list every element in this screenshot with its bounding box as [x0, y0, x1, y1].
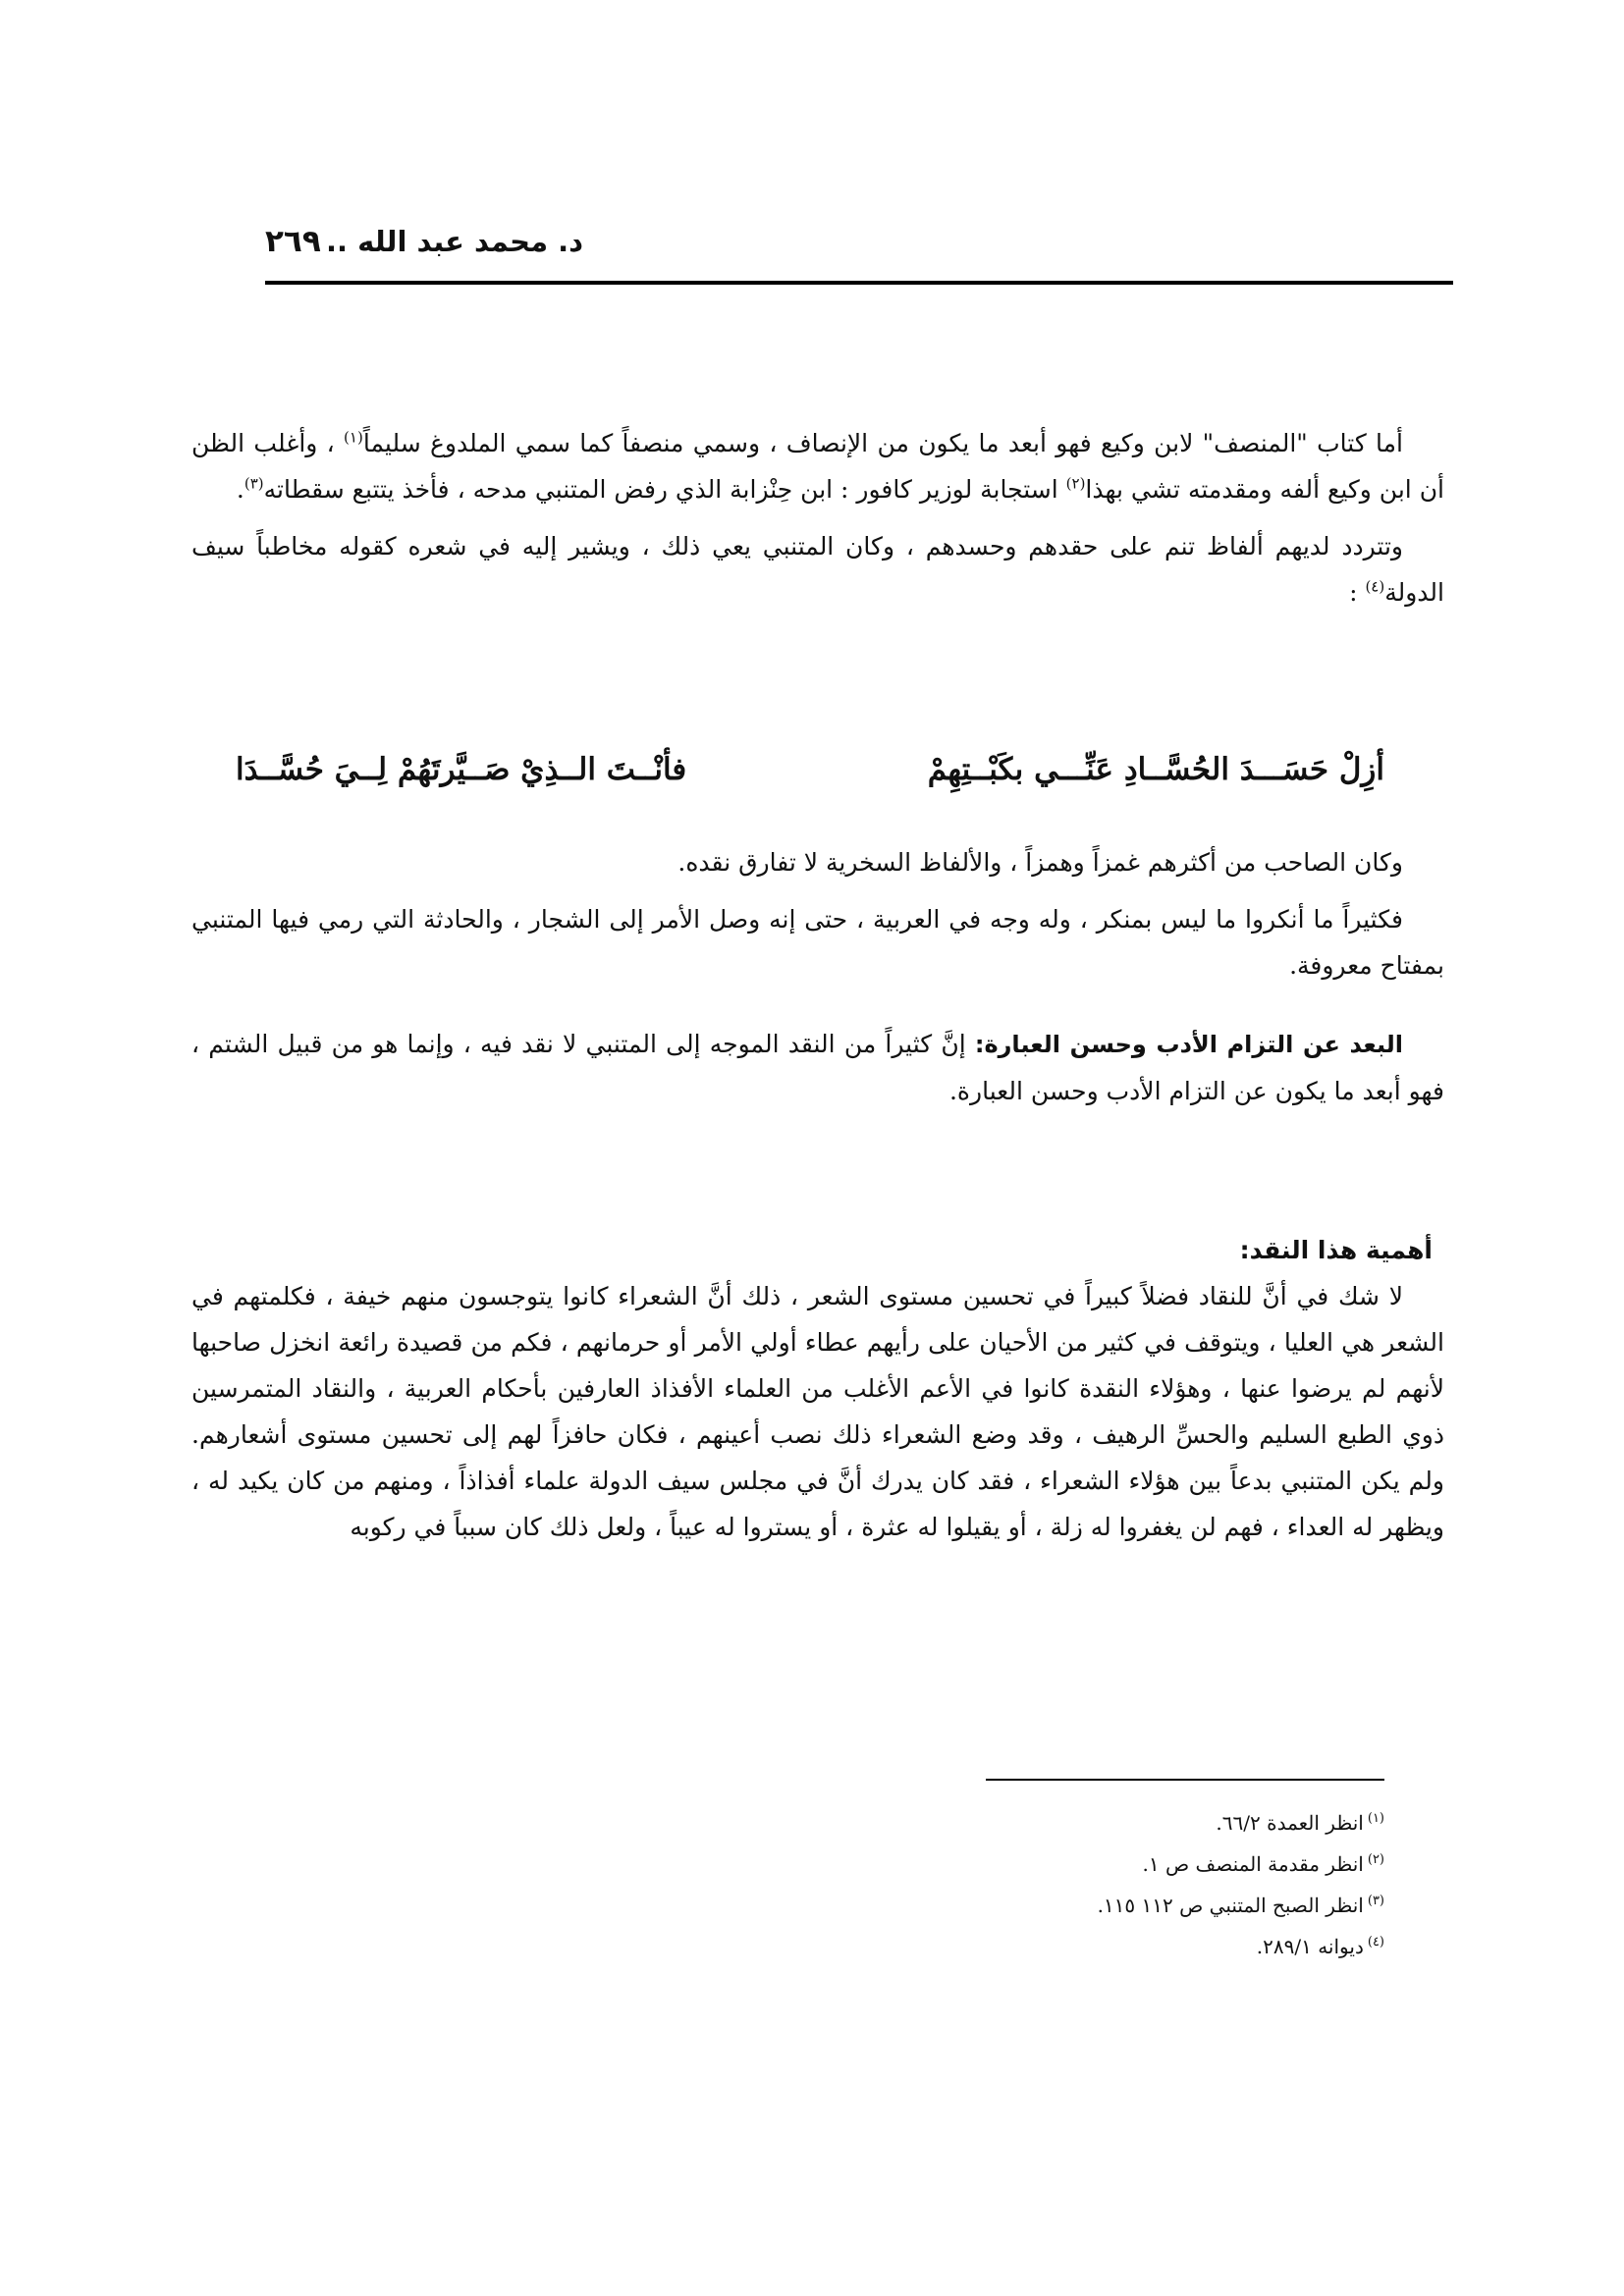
header-rule: [265, 281, 1453, 285]
footnote-ref: (٤): [1365, 577, 1385, 596]
paragraph-text: استجابة لوزير كافور : ابن حِنْزابة الذي رفض المتنبي مدحه ، فأخذ يتتبع سقطاته: [263, 475, 1066, 504]
body-text-section: [191, 1273, 1444, 1550]
footnote-text: انظر مقدمة المنصف ص ١.: [1142, 1852, 1364, 1876]
paragraph-text: ، وأغلب الظن أن ابن وكيع ألفه ومقدمته تشي بهذا: [191, 429, 1444, 504]
footnote-number: (٤): [1367, 1935, 1384, 1950]
footnote-number: (١): [1367, 1811, 1384, 1827]
paragraph-munsif: [191, 420, 1444, 512]
footnote-ref: (٢): [1065, 474, 1086, 493]
footnote-2: [697, 1843, 1384, 1885]
paragraph-text: أما كتاب "المنصف" لابن وكيع فهو أبعد ما يكون من الإنصاف ، وسمي منصفاً كما سمي الملدوغ سليماً: [362, 429, 1403, 457]
footnote-1: [697, 1802, 1384, 1843]
inline-heading: البعد عن التزام الأدب وحسن العبارة:: [974, 1031, 1403, 1058]
footnote-rule: [986, 1779, 1384, 1781]
page-number: ٢٦٩: [265, 224, 321, 259]
paragraph-gap: [191, 512, 1444, 523]
paragraph-manners: [191, 1021, 1444, 1114]
verse-line: [236, 738, 1384, 801]
footnote-3: [697, 1885, 1384, 1926]
paragraph-text: وتتردد لديهم ألفاظ تنم على حقدهم وحسدهم ، وكان المتنبي يعي ذلك ، ويشير إليه في شعره كقوله مخاطباً سيف الدولة: [191, 532, 1444, 607]
paragraph-text: إنَّ كثيراً من النقد الموجه إلى المتنبي لا نقد فيه ، وإنما هو من قبيل الشتم ، فهو أبعد ما يكون عن التزام الأدب وحسن العبارة.: [191, 1030, 1444, 1105]
body-text-manners: [191, 1021, 1444, 1114]
verse-first-hemistich: أزِلْ حَسَـــدَ الحُسَّــادِ عَنِّـــي بكَبْــتِهِمْ: [927, 752, 1384, 787]
paragraph-envy: [191, 523, 1444, 615]
paragraph-gap: [191, 885, 1444, 896]
paragraph-sahib: وكان الصاحب من أكثرهم غمزاً وهمزاً ، والألفاظ السخرية لا تفارق نقده.: [677, 848, 1403, 877]
body-text-top: [191, 420, 1444, 615]
section-heading: أهمية هذا النقد:: [1239, 1236, 1433, 1264]
footnote-number: (٢): [1367, 1852, 1384, 1868]
footnote-text: انظر الصبح المتنبي ص ١١٢ ١١٥.: [1097, 1894, 1364, 1917]
footnote-text: ديوانه ٢٨٩/١.: [1256, 1935, 1364, 1958]
body-text-middle: [191, 839, 1444, 988]
footnote-ref: (١): [344, 428, 363, 447]
paragraph-importance: لا شك في أنَّ للنقاد فضلاً كبيراً في تحسين مستوى الشعر ، ذلك أنَّ الشعراء كانوا يتوجسون منهم خيفة ، فكلمتهم في الشعر هي العليا ، ويتوقف في كثير من الأحيان على رأيهم عطاء أولي الأمر أو حرمانهم ، فكم من قصيدة رائعة انخزل صاحبها لأنهم لم يرضوا عنها ، وهؤلاء النقدة كانوا في الأعم الأغلب من العلماء الأفذاذ العارفين بأحكام العربية ، والنقاد المتمرسين ذوي الطبع السليم والحسِّ الرهيف ، وقد وضع الشعراء ذلك نصب أعينهم ، فكان حافزاً لهم إلى تحسين مستوى أشعارهم. ولم يكن المتنبي بدعاً بين هؤلاء الشعراء ، فقد كان يدرك أنَّ في مجلس سيف الدولة علماء أفذاذاً ، ومنهم من كان يكيد له ، ويظهر له العداء ، فهم لن يغفروا له زلة ، أو يقيلوا له عثرة ، أو يستروا له عيباً ، ولعل ذلك كان سبباً في ركوبه: [191, 1282, 1444, 1541]
footnote-text: انظر العمدة ٦٦/٢.: [1216, 1811, 1364, 1835]
paragraph-text: :: [1349, 578, 1366, 607]
paragraph-text: .: [236, 475, 244, 504]
footnote-4: [697, 1926, 1384, 1967]
running-header-author: د. محمد عبد الله ..: [326, 225, 584, 258]
running-header: [265, 218, 1453, 265]
verse-second-hemistich: فأنْــتَ الــذِيْ صَــيَّرتَهُمْ لِــيَ حُسَّــدَا: [236, 752, 687, 787]
footnote-ref: (٣): [244, 474, 264, 493]
footnotes: [697, 1802, 1384, 1967]
footnote-number: (٣): [1367, 1894, 1384, 1909]
paragraph-quarrel: فكثيراً ما أنكروا ما ليس بمنكر ، وله وجه في العربية ، حتى إنه وصل الأمر إلى الشجار ، والحادثة التي رمي فيها المتنبي بمفتاح معروفة.: [191, 905, 1444, 980]
